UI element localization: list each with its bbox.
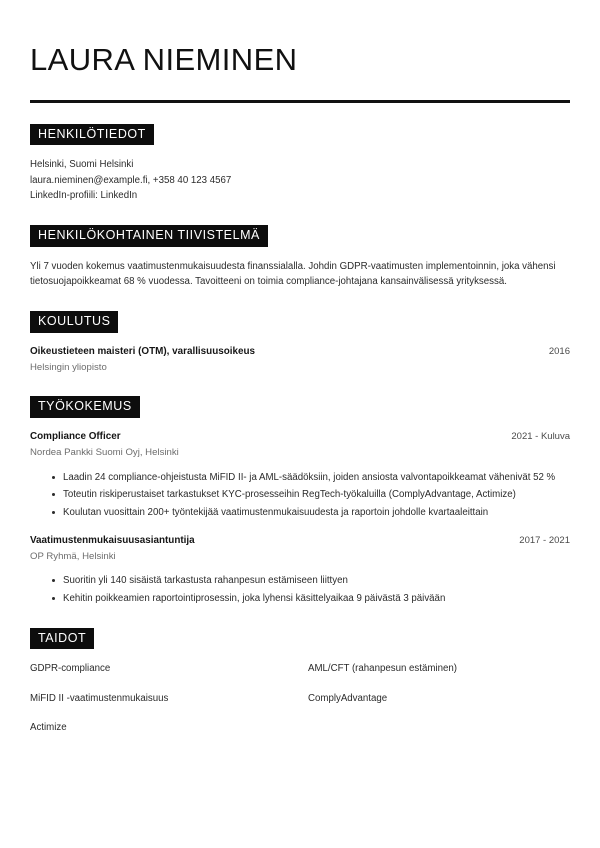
experience-bullet-list (30, 573, 570, 606)
section-summary (30, 225, 570, 290)
contact-linkedin[interactable]: LinkedIn-profiili: LinkedIn (30, 190, 138, 202)
experience-bullet: Laadin 24 compliance-ohjeistusta MiFID II- ja AML-säädöksiin, joiden ansiosta valvontapoikkeamat vähenivät 52 % (52, 470, 570, 486)
section-badge-experience: TYÖKOKEMUS (30, 396, 140, 418)
experience-bullet: Toteutin riskiperustaiset tarkastukset KYC-prosesseihin RegTech-työkaluilla (ComplyAdvantage, Actimize) (52, 487, 570, 503)
summary-body (30, 259, 570, 290)
experience-bullet: Kehitin poikkeamien raportointiprosessin, joka lyhensi käsittelyaikaa 9 päivästä 3 päivään (52, 591, 570, 607)
experience-entry-head (30, 534, 570, 549)
contact-email-phone: laura.nieminen@example.fi, +358 40 123 4567 (30, 174, 232, 186)
candidate-name: LAURA NIEMINEN (30, 42, 298, 77)
education-degree: Oikeustieteen maisteri (OTM), varallisuusoikeus (30, 345, 256, 357)
experience-bullet: Koulutan vuosittain 200+ työntekijää vaatimustenmukaisuudesta ja raportoin johdolle kvartaaleittain (52, 505, 570, 521)
experience-bullet-list (30, 470, 570, 521)
summary-text: Yli 7 vuoden kokemus vaatimustenmukaisuudesta finanssialalla. Johdin GDPR-vaatimusten implementoinnin, joka vähensi tietosuojapoikkeamat 68 % vuodessa. Tavoitteeni on toimia compliance-johtajana kansainvälisessä yrityksessä. (30, 260, 556, 288)
education-entry-head (30, 345, 570, 360)
contact-location: Helsinki, Suomi Helsinki (30, 159, 134, 171)
experience-date: 2017 - 2021 (519, 534, 570, 546)
experience-bullet: Suoritin yli 140 sisäistä tarkastusta rahanpesun estämiseen liittyen (52, 573, 570, 589)
skill-item: MiFID II -vaatimustenmukaisuus (30, 692, 169, 704)
education-entry (30, 345, 570, 376)
experience-entry (30, 430, 570, 521)
section-education (30, 311, 570, 375)
section-badge-summary: HENKILÖKOHTAINEN TIIVISTELMÄ (30, 225, 268, 247)
skills-list (30, 662, 570, 736)
section-contact (30, 124, 570, 205)
section-skills (30, 628, 570, 736)
experience-date: 2021 - Kuluva (511, 430, 570, 442)
experience-employer: OP Ryhmä, Helsinki (30, 550, 116, 562)
skill-item: GDPR-compliance (30, 663, 111, 675)
skill-item: AML/CFT (rahanpesun estäminen) (308, 663, 457, 675)
experience-job-title: Compliance Officer (30, 430, 121, 442)
contact-details (30, 157, 570, 204)
education-date: 2016 (548, 345, 570, 357)
section-badge-education: KOULUTUS (30, 311, 118, 333)
experience-job-title: Vaatimustenmukaisuusasiantuntija (30, 534, 195, 546)
experience-entry-head (30, 430, 570, 445)
skill-item: Actimize (30, 722, 67, 734)
skill-item: ComplyAdvantage (308, 692, 388, 704)
header-divider (30, 100, 570, 103)
experience-employer: Nordea Pankki Suomi Oyj, Helsinki (30, 446, 179, 458)
section-badge-skills: TAIDOT (30, 628, 94, 650)
section-experience (30, 396, 570, 607)
education-institution: Helsingin yliopisto (30, 361, 107, 373)
experience-entry (30, 534, 570, 607)
section-badge-contact: HENKILÖTIEDOT (30, 124, 154, 146)
